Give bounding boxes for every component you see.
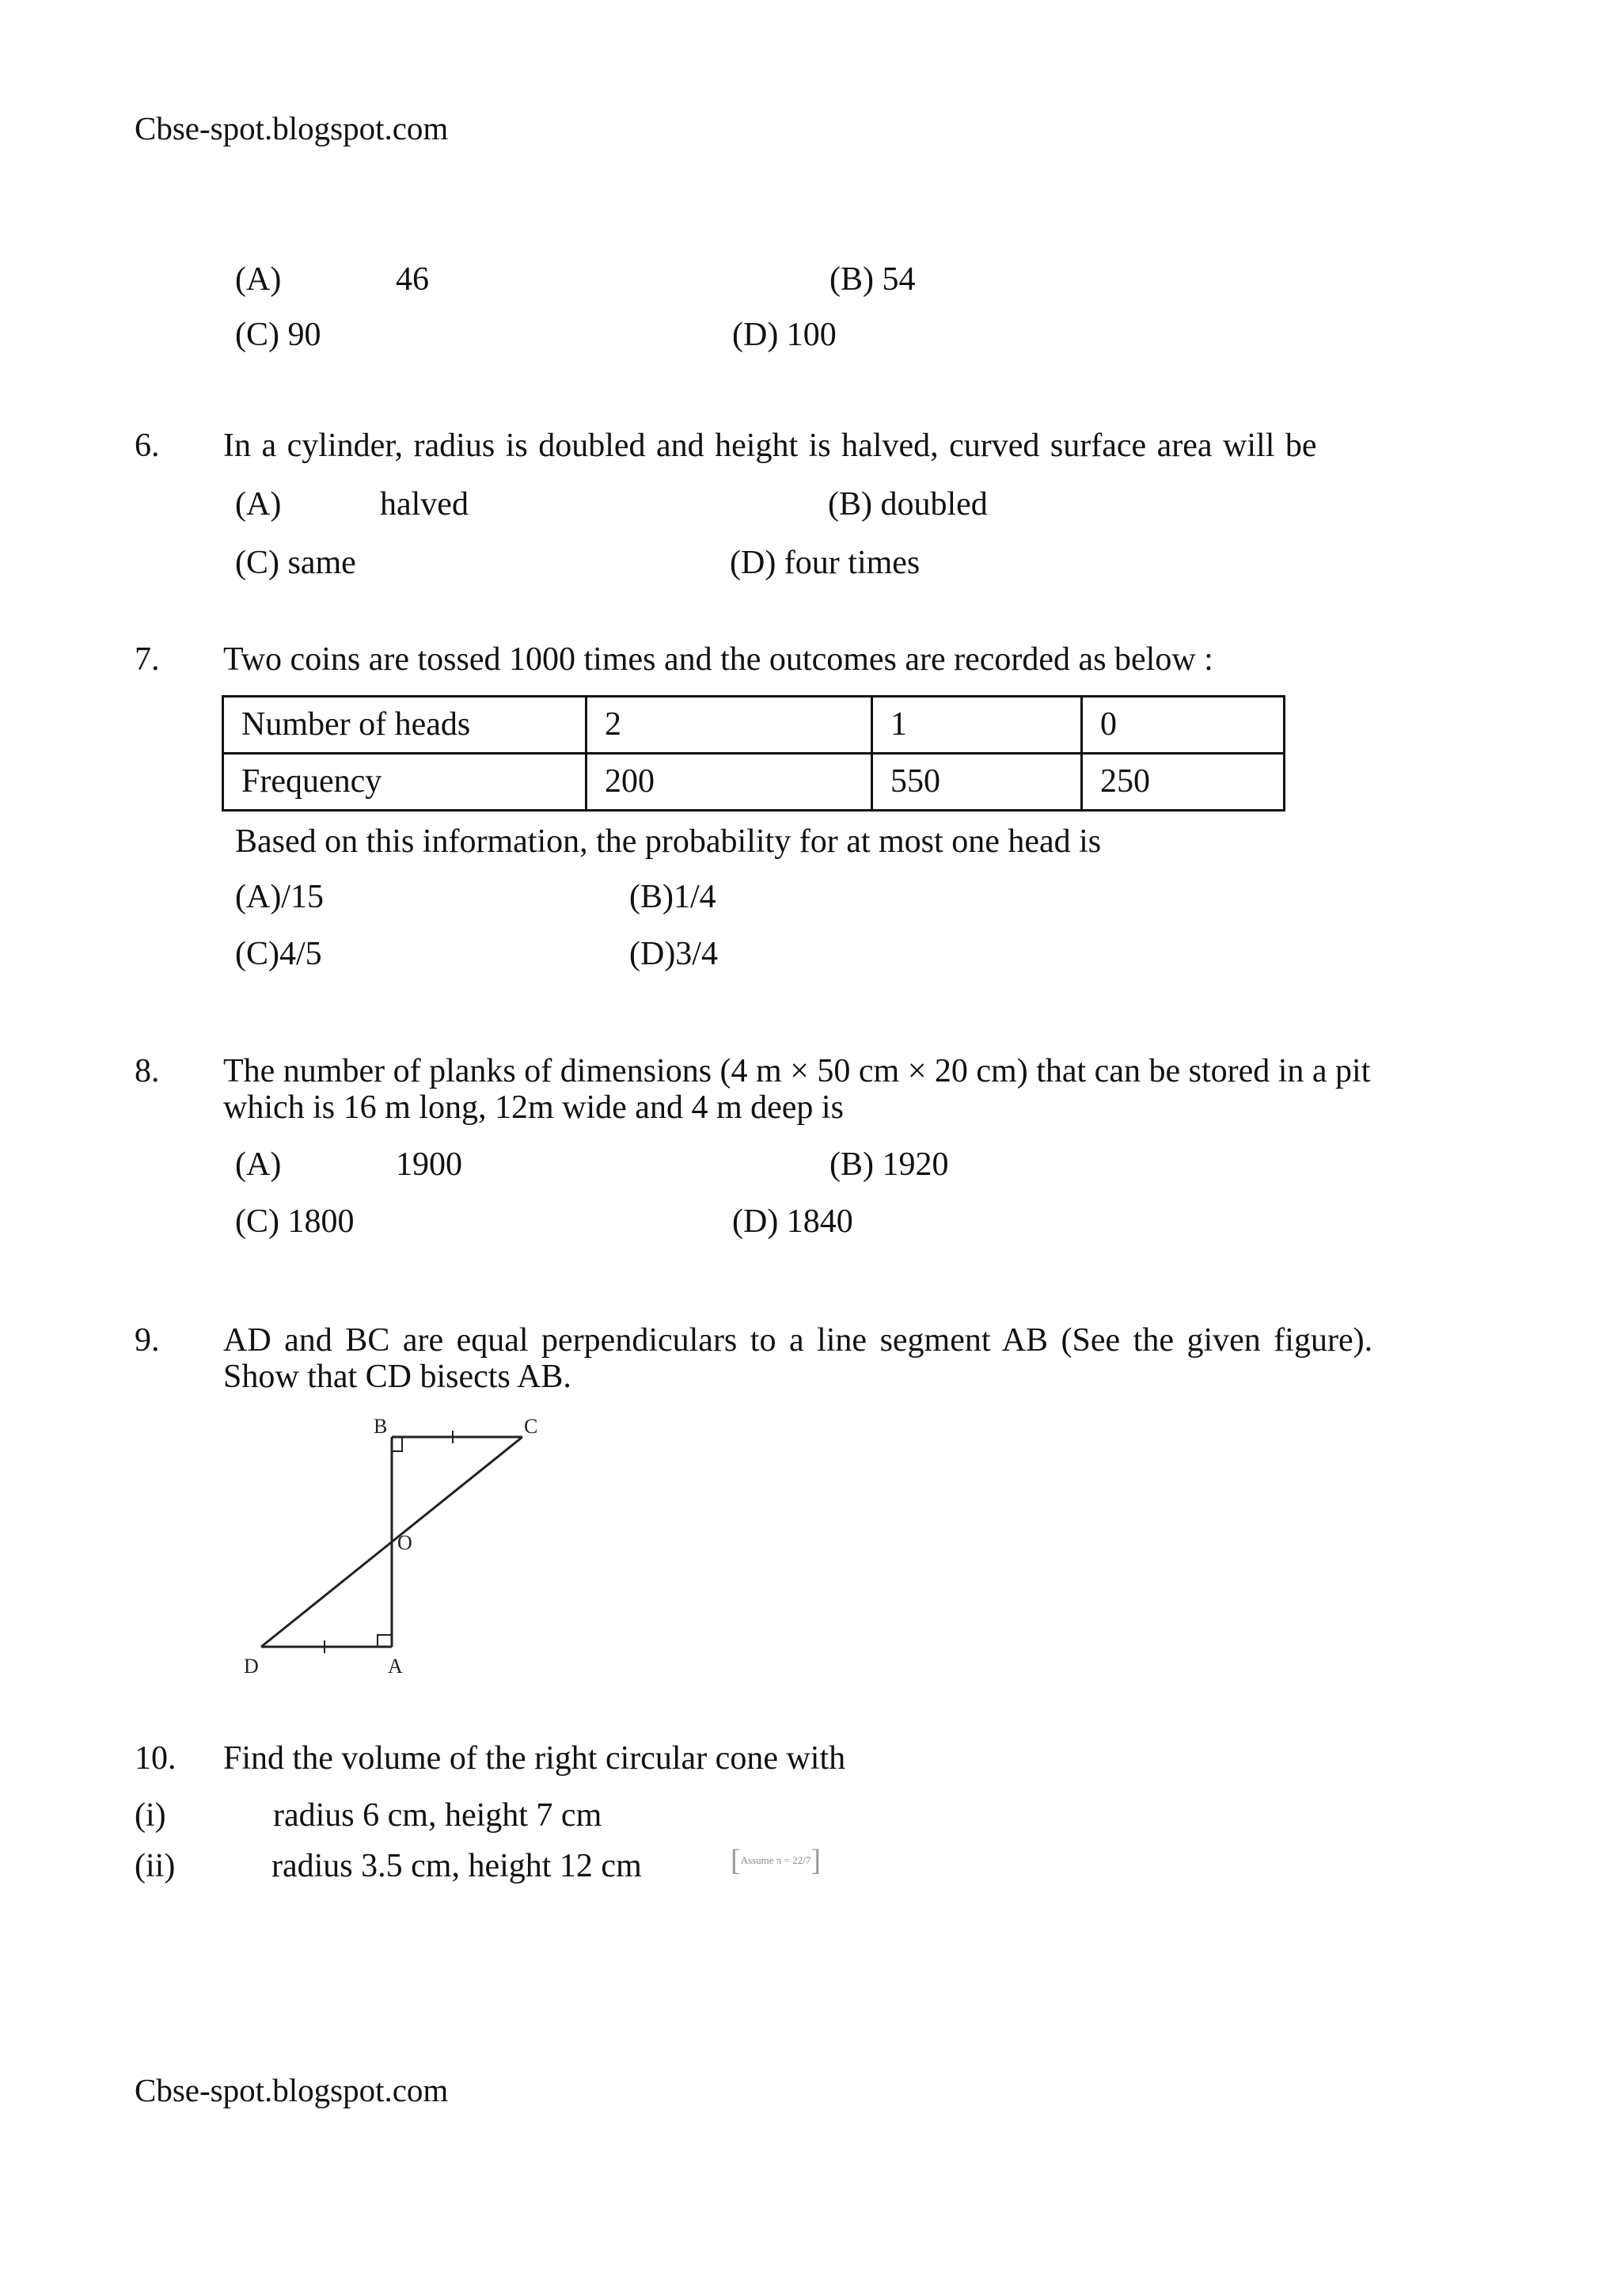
table-cell: 1 — [872, 697, 1082, 754]
q10-part-ii-label: (ii) — [135, 1848, 176, 1884]
table-row — [223, 754, 1285, 811]
label-o: O — [397, 1531, 412, 1554]
q6-option-a-label: (A) — [235, 486, 282, 523]
q7-number: 7. — [135, 641, 160, 678]
label-c: C — [524, 1415, 538, 1438]
q5-option-b: (B) 54 — [829, 261, 916, 298]
q5-option-d: (D) 100 — [732, 317, 837, 353]
q5-option-a-label: (A) — [235, 261, 282, 298]
q6-text: In a cylinder, radius is doubled and height is halved, curved surface area will be — [223, 428, 1317, 464]
page-header: Cbse-spot.blogspot.com — [135, 110, 449, 146]
q7-option-a: (A)/15 — [235, 879, 324, 915]
q9-figure — [230, 1405, 578, 1686]
q8-option-a-value: 1900 — [396, 1146, 462, 1183]
q9-line1: AD and BC are equal perpendiculars to a line segment AB (See the given figure). — [223, 1322, 1373, 1359]
table-cell: 250 — [1082, 754, 1285, 811]
table-cell: 0 — [1082, 697, 1285, 754]
table-cell: 2 — [587, 697, 872, 754]
q8-option-a-label: (A) — [235, 1146, 282, 1183]
q9-number: 9. — [135, 1322, 160, 1359]
q6-option-b: (B) doubled — [828, 486, 988, 523]
q5-option-a-value: 46 — [396, 261, 429, 298]
q6-number: 6. — [135, 428, 160, 464]
q7-option-b: (B)1/4 — [629, 879, 716, 915]
page-footer: Cbse-spot.blogspot.com — [135, 2072, 449, 2108]
q7-after-text: Based on this information, the probability for at most one head is — [235, 823, 1102, 860]
q8-option-b: (B) 1920 — [829, 1146, 949, 1183]
q6-option-c: (C) same — [235, 545, 356, 581]
q9-line2: Show that CD bisects AB. — [223, 1359, 571, 1395]
label-a: A — [388, 1655, 403, 1678]
q7-option-d: (D)3/4 — [629, 936, 718, 972]
frequency-table — [222, 695, 1285, 812]
table-cell: Number of heads — [223, 697, 587, 754]
label-b: B — [374, 1415, 388, 1438]
label-d: D — [244, 1655, 259, 1678]
q10-part-i-label: (i) — [135, 1797, 166, 1834]
table-cell: 200 — [587, 754, 872, 811]
q6-option-a-value: halved — [380, 486, 469, 523]
q8-option-d: (D) 1840 — [732, 1203, 853, 1240]
q7-option-c: (C)4/5 — [235, 936, 322, 972]
table-row — [223, 697, 1285, 754]
table-cell: 550 — [872, 754, 1082, 811]
q10-part-i-text: radius 6 cm, height 7 cm — [273, 1797, 602, 1834]
q8-number: 8. — [135, 1053, 160, 1089]
q7-text: Two coins are tossed 1000 times and the outcomes are recorded as below : — [223, 641, 1213, 678]
q8-line1: The number of planks of dimensions (4 m × 50 cm × 20 cm) that can be stored in a pit — [223, 1053, 1371, 1089]
assume-pi-note — [728, 1845, 823, 1876]
q10-part-ii-text: radius 3.5 cm, height 12 cm — [271, 1848, 642, 1884]
q5-option-c: (C) 90 — [235, 317, 321, 353]
q6-option-d: (D) four times — [730, 545, 921, 581]
right-angle-b — [392, 1437, 402, 1451]
table-cell: Frequency — [223, 754, 587, 811]
q10-number: 10. — [135, 1740, 177, 1777]
bracket-left-icon: [ — [731, 1844, 741, 1877]
assume-pi-text: Assume π = 22/7 — [740, 1853, 811, 1866]
right-angle-a — [378, 1635, 392, 1647]
q8-line2: which is 16 m long, 12m wide and 4 m deep is — [223, 1089, 844, 1126]
q10-text: Find the volume of the right circular cone with — [223, 1740, 846, 1777]
q8-option-c: (C) 1800 — [235, 1203, 355, 1240]
bracket-right-icon: ] — [810, 1844, 821, 1877]
